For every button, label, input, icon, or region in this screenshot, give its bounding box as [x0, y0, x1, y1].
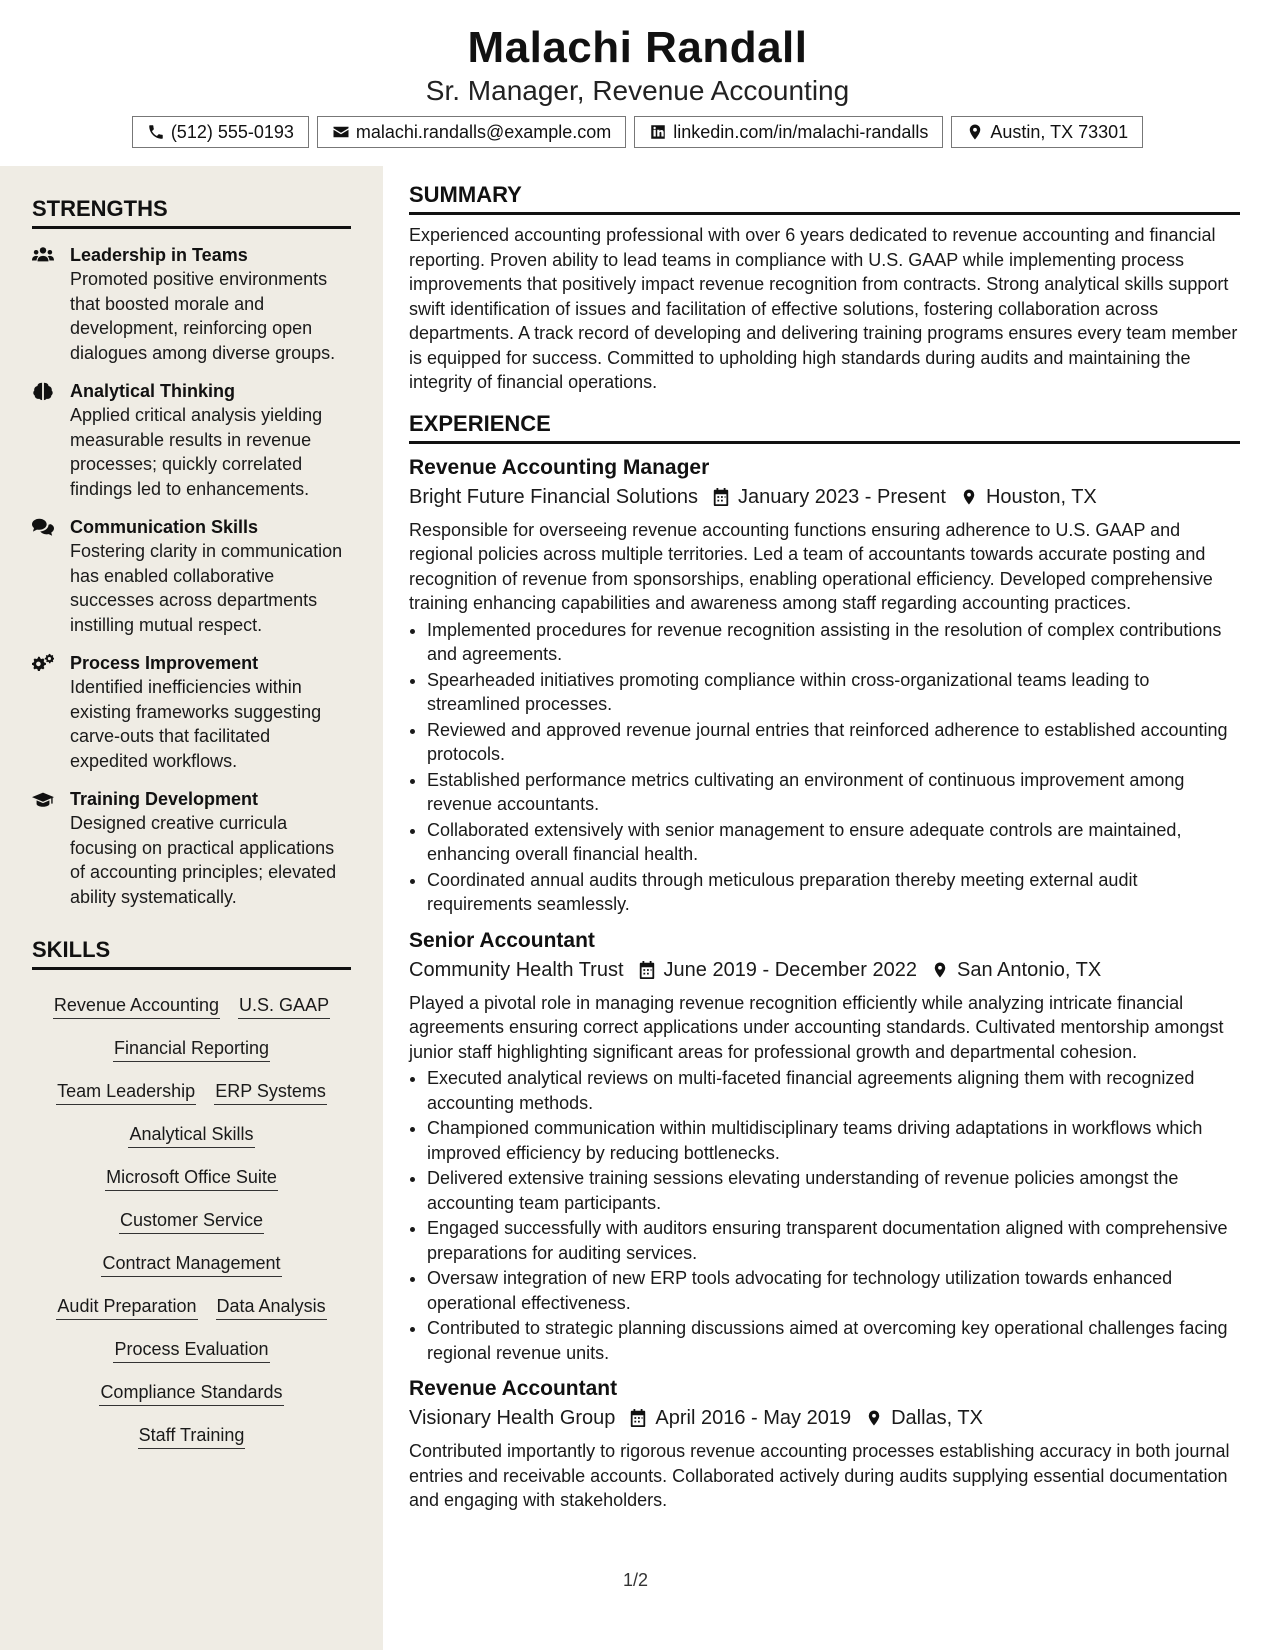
skill-tag: Process Evaluation	[113, 1336, 269, 1363]
strengths-heading: STRENGTHS	[32, 182, 351, 229]
job-bullets	[409, 618, 1240, 917]
strength-item	[32, 787, 351, 909]
envelope-icon	[332, 123, 350, 141]
strength-title: Analytical Thinking	[70, 381, 236, 401]
list-item: • Contributed to strategic planning discussions aimed at overcoming key operational challenges facing regional revenue units.	[427, 1316, 1240, 1365]
skill-tag: Revenue Accounting	[53, 992, 220, 1019]
job-title: Revenue Accounting Manager	[409, 455, 710, 479]
job-meta	[409, 482, 1240, 512]
job-meta	[409, 955, 1240, 985]
list-item: • Championed communication within multidisciplinary teams driving adaptations in workflows which improved efficiency by reducing bottlenecks.	[427, 1116, 1240, 1165]
contact-phone[interactable]	[132, 116, 309, 148]
skill-tag: Compliance Standards	[99, 1379, 283, 1406]
list-item: • Oversaw integration of new ERP tools advocating for technology utilization towards enhanced operational effectiveness.	[427, 1266, 1240, 1315]
job-description: Contributed importantly to rigorous revenue accounting processes establishing accuracy in both journal entries and receivable accounts. Collaborated actively during audits supplying essential documentation and engaging with stakeholders.	[409, 1441, 1230, 1510]
calendar-icon	[638, 960, 656, 980]
page-number: 1/2	[623, 1570, 649, 1590]
skill-tag: Microsoft Office Suite	[105, 1164, 278, 1191]
strength-item	[32, 651, 351, 773]
job-dates: April 2016 - May 2019	[655, 1407, 852, 1429]
strength-desc: Applied critical analysis yielding measurable results in revenue processes; quickly correlated findings led to enhancements.	[70, 405, 323, 499]
phone-icon	[147, 123, 165, 141]
job-entry	[409, 454, 1240, 917]
job-company: Community Health Trust	[409, 958, 624, 981]
strength-desc: Promoted positive environments that boosted morale and development, reinforcing open dialogues among diverse groups.	[70, 269, 336, 363]
job-location: San Antonio, TX	[957, 958, 1102, 981]
strength-title: Training Development	[70, 789, 259, 809]
skill-tag: Analytical Skills	[128, 1121, 254, 1148]
skill-tag: U.S. GAAP	[238, 992, 330, 1019]
job-company: Visionary Health Group	[409, 1407, 616, 1429]
list-item: • Coordinated annual audits through meticulous preparation thereby meeting external audit requirements seamlessly.	[427, 868, 1240, 917]
contact-linkedin[interactable]	[634, 116, 943, 148]
map-pin-icon	[960, 487, 978, 507]
experience-heading: EXPERIENCE	[409, 395, 1240, 444]
strength-title: Leadership in Teams	[70, 245, 248, 265]
job-entry	[409, 1375, 1240, 1513]
job-dates: June 2019 - December 2022	[663, 958, 918, 981]
list-item: • Executed analytical reviews on multi-faceted financial agreements aligning them with recognized accounting methods.	[427, 1066, 1240, 1115]
skill-tag: Team Leadership	[56, 1078, 196, 1105]
skills-heading: SKILLS	[32, 923, 351, 970]
skill-tag: Contract Management	[101, 1250, 281, 1277]
strength-item	[32, 379, 351, 501]
map-pin-icon	[931, 960, 949, 980]
summary-heading: SUMMARY	[409, 166, 1240, 215]
linkedin-icon	[649, 123, 667, 141]
comments-icon	[32, 515, 70, 637]
skill-tag: Staff Training	[138, 1422, 246, 1449]
list-item: • Implemented procedures for revenue recognition assisting in the resolution of complex contributions and agreements.	[427, 618, 1240, 667]
job-location: Houston, TX	[985, 485, 1097, 508]
strength-desc: Identified inefficiencies within existing frameworks suggesting carve-outs that facilitated expedited workflows.	[70, 677, 322, 771]
skill-tag: Audit Preparation	[56, 1293, 197, 1320]
strength-item	[32, 243, 351, 365]
skill-tag: Customer Service	[119, 1207, 264, 1234]
brain-icon	[32, 379, 70, 501]
contact-bar	[0, 116, 1275, 148]
job-entry	[409, 927, 1240, 1366]
candidate-title: Sr. Manager, Revenue Accounting	[425, 75, 850, 106]
location-text: Austin, TX 73301	[990, 122, 1129, 142]
list-item: • Established performance metrics cultivating an environment of continuous improvement among revenue accountants.	[427, 768, 1240, 817]
job-meta	[409, 1403, 1240, 1433]
gears-icon	[32, 651, 70, 773]
calendar-icon	[629, 1408, 647, 1428]
job-dates: January 2023 - Present	[738, 485, 946, 508]
list-item: • Delivered extensive training sessions elevating understanding of revenue policies amongst the accounting team participants.	[427, 1166, 1240, 1215]
job-location: Dallas, TX	[891, 1407, 983, 1429]
resume-header	[0, 0, 1275, 144]
list-item: • Spearheaded initiatives promoting compliance within cross-organizational teams leading to streamlined processes.	[427, 668, 1240, 717]
email-text: malachi.randalls@example.com	[355, 122, 612, 142]
list-item: • Engaged successfully with auditors ensuring transparent documentation aligned with comprehensive preparations for auditing services.	[427, 1216, 1240, 1265]
job-description: Played a pivotal role in managing revenue recognition efficiently while analyzing intricate financial agreements ensuring correct applications under accounting standards. Cultivated mentorship amongst junior staff highlighting significant areas for professional growth and departmental cohesion.	[409, 992, 1224, 1062]
contact-location	[951, 116, 1143, 148]
strength-title: Communication Skills	[70, 517, 259, 537]
candidate-name: Malachi Randall	[467, 23, 808, 72]
linkedin-text: linkedin.com/in/malachi-randalls	[673, 122, 929, 142]
strength-desc: Fostering clarity in communication has enabled collaborative successes across departments instilling mutual respect.	[70, 541, 343, 635]
phone-text: (512) 555-0193	[170, 122, 294, 142]
graduation-cap-icon	[32, 787, 70, 909]
strength-desc: Designed creative curricula focusing on practical applications of accounting principles; elevated ability systematically.	[70, 813, 337, 907]
job-company: Bright Future Financial Solutions	[409, 485, 699, 508]
list-item: • Collaborated extensively with senior management to ensure adequate controls are maintained, enhancing overall financial health.	[427, 818, 1240, 867]
skill-tag: Data Analysis	[216, 1293, 327, 1320]
summary-text: Experienced accounting professional with over 6 years dedicated to revenue accounting and financial reporting. Proven ability to lead teams in compliance with U.S. GAAP while implementing process improvements that positively impact revenue recognition from contracts. Strong analytical skills support swift identification of issues and facilitation of effective solutions, fostering collaboration across departments. A track record of developing and delivering training programs ensures every team member is equipped for success. Committed to upholding high standards during audits and maintaining the integrity of financial operations.	[409, 225, 1238, 392]
users-icon	[32, 243, 70, 365]
contact-email[interactable]	[317, 116, 626, 148]
job-description: Responsible for overseeing revenue accounting functions ensuring adherence to U.S. GAAP and regional policies across multiple territories. Led a team of accountants towards accurate posting and recognition of revenue from sponsorships, enabling operational efficiency. Developed comprehensive training enhancing capabilities and awareness among staff regarding accounting practices.	[409, 519, 1213, 613]
job-title: Senior Accountant	[409, 928, 595, 952]
strength-item	[32, 515, 351, 637]
skill-tag: Financial Reporting	[113, 1035, 270, 1062]
map-pin-icon	[966, 123, 984, 141]
calendar-icon	[712, 487, 730, 507]
list-item: • Reviewed and approved revenue journal entries that reinforced adherence to established accounting protocols.	[427, 718, 1240, 767]
sidebar	[0, 166, 383, 1650]
strength-title: Process Improvement	[70, 653, 259, 673]
main-content	[409, 166, 1240, 1513]
job-bullets	[409, 1066, 1240, 1365]
job-title: Revenue Accountant	[409, 1377, 618, 1400]
skills-list	[32, 970, 351, 1449]
map-pin-icon	[865, 1408, 883, 1428]
skill-tag: ERP Systems	[214, 1078, 327, 1105]
